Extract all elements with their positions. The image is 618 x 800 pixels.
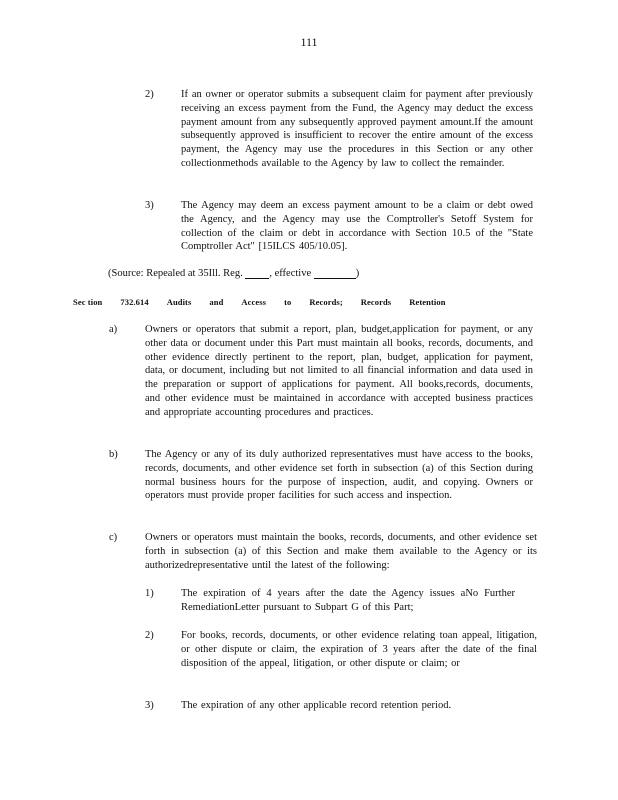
blank-line bbox=[245, 278, 269, 279]
subsection-text: Owners or operators must maintain the books, records, documents, and other evidence set forth in subsection (a) of this Section and make them available to the Agency or its authorizedrepresentative until the latest of the following: bbox=[145, 532, 537, 571]
item-label: 2) bbox=[145, 630, 154, 641]
heading-part: Records; bbox=[309, 297, 343, 307]
heading-part: Records bbox=[360, 297, 392, 307]
heading-part: Sec tion bbox=[73, 297, 103, 307]
subsection-label: a) bbox=[109, 324, 118, 335]
item-label: 1) bbox=[145, 588, 154, 599]
source-note-suffix: ) bbox=[355, 268, 360, 279]
subsection-text: Owners or operators that submit a report, plan, budget,application for payment, or any other data or document under this Part must maintain all books, records, documents, and other evidence directly pertinent to the report, plan, budget, application for payment, data, or document, including but not limited to all financial information and data used in the preparation or support of applications for payment. All books,records, documents, and other evidence must be maintained in accordance with accepted business practices and appropriate accounting procedures and practices. bbox=[145, 324, 533, 418]
source-note bbox=[108, 268, 359, 279]
heading-part: Audits bbox=[166, 297, 192, 307]
item-text: The expiration of 4 years after the date the Agency issues aNo Further RemediationLetter pursuant to Subpart G of this Part; bbox=[181, 588, 515, 613]
section-heading bbox=[73, 297, 464, 307]
heading-part: and bbox=[209, 297, 224, 307]
heading-part: to bbox=[284, 297, 292, 307]
heading-part: Retention bbox=[409, 297, 446, 307]
heading-part: 732.614 bbox=[120, 297, 149, 307]
item-text: For books, records, documents, or other evidence relating toan appeal, litigation, or other dispute or claim, the expiration of 3 years after the date of the final disposition of the appeal, litigation, or other dispute or claim; or bbox=[181, 630, 537, 669]
subsection-label: b) bbox=[109, 449, 118, 460]
item-label: 2) bbox=[145, 89, 154, 100]
source-note-prefix: (Source: Repealed at 35Ill. Reg. bbox=[108, 268, 243, 279]
page-number: 111 bbox=[300, 35, 318, 49]
item-text: The Agency may deem an excess payment amount to be a claim or debt owed the Agency, and the Agency may use the Comptroller's Setoff System for collection of the claim or debt in accordance with Section 10.5 of the "State Comptroller Act" [15ILCS 405/10.05]. bbox=[181, 200, 533, 253]
source-note-mid: , effective bbox=[269, 268, 312, 279]
heading-part: Access bbox=[241, 297, 267, 307]
item-label: 3) bbox=[145, 200, 154, 211]
subsection-text: The Agency or any of its duly authorized representatives must have access to the books, records, documents, and other evidence set forth in subsection (a) of this Section during normal business hours for the purpose of inspection, audit, and copying. Owners or operators must provide proper facilities for such access and inspection. bbox=[145, 449, 533, 502]
item-label: 3) bbox=[145, 700, 154, 711]
item-text: If an owner or operator submits a subsequent claim for payment after previously receiving an excess payment from the Fund, the Agency may deduct the excess payment amount from any subsequently approved payment amount.If the amount subsequently approved is insufficient to recover the entire amount of the excess payment, the Agency may use the procedures in this Section or any other collectionmethods available to the Agency by law to collect the remainder. bbox=[181, 89, 533, 169]
item-text: The expiration of any other applicable record retention period. bbox=[181, 700, 452, 711]
subsection-label: c) bbox=[109, 532, 118, 543]
blank-line bbox=[314, 278, 356, 279]
